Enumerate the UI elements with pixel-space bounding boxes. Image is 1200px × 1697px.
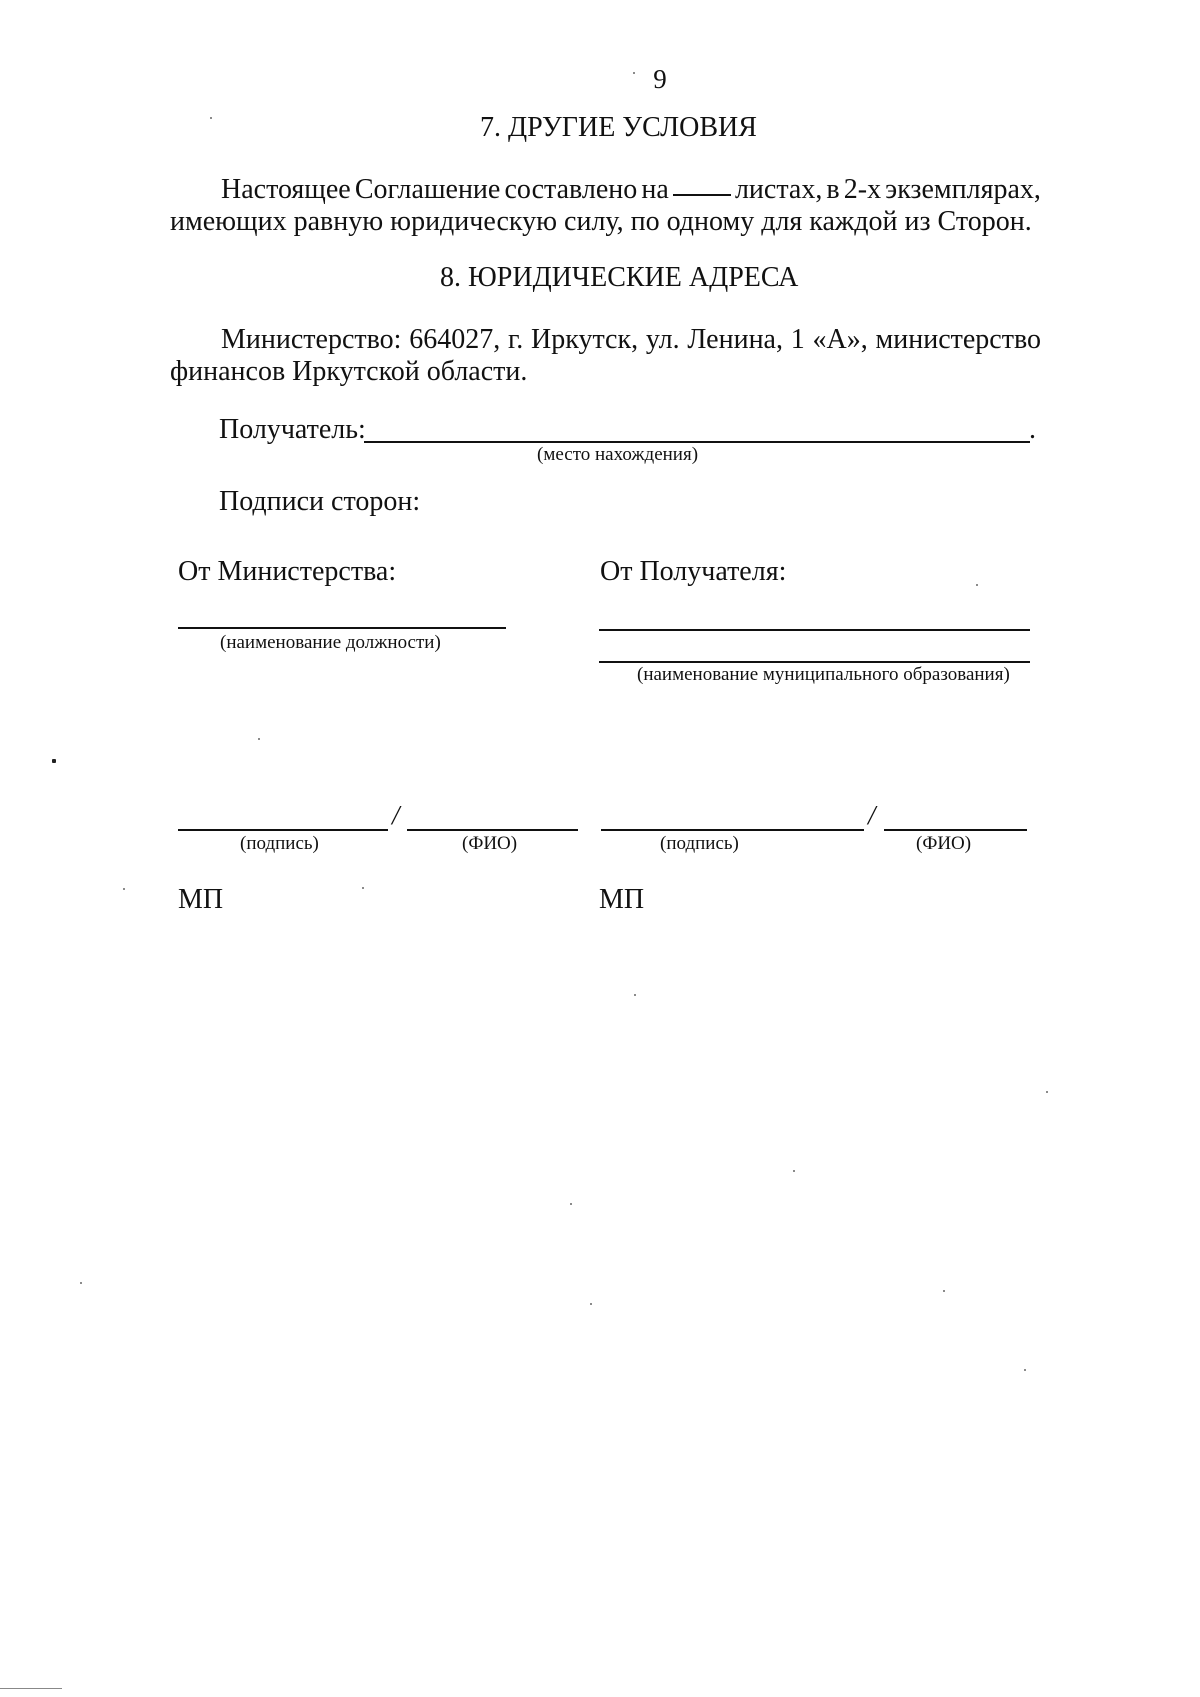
scan-speck bbox=[634, 994, 636, 996]
recipient-municipality-line-2 bbox=[599, 661, 1030, 663]
recipient-address-line bbox=[364, 441, 1030, 443]
ministry-address-line-2: финансов Иркутской области. bbox=[170, 356, 528, 387]
scan-speck bbox=[52, 759, 56, 763]
scan-edge-mark bbox=[0, 1688, 62, 1689]
page-number: 9 bbox=[653, 64, 667, 94]
word: Соглашение bbox=[354, 174, 501, 205]
ministry-signature-slash: / bbox=[392, 800, 400, 830]
ministry-signature-line bbox=[178, 829, 388, 831]
scan-speck bbox=[362, 887, 364, 889]
word: листах, bbox=[734, 174, 823, 205]
word: Ленина, bbox=[687, 324, 783, 355]
word: составлено bbox=[504, 174, 638, 205]
signatures-label: Подписи сторон: bbox=[219, 486, 421, 517]
recipient-fio-caption: (ФИО) bbox=[916, 833, 972, 854]
section-7-paragraph-line-1 bbox=[221, 172, 1041, 208]
section-7-paragraph-line-2: имеющих равную юридическую силу, по одному для каждой из Сторон. bbox=[170, 206, 1032, 237]
scan-speck bbox=[1046, 1091, 1048, 1093]
scan-speck bbox=[633, 72, 635, 74]
scan-speck bbox=[123, 888, 125, 890]
word: экземплярах, bbox=[885, 174, 1041, 205]
ministry-stamp-place: МП bbox=[178, 884, 224, 915]
section-7-heading: 7. ДРУГИЕ УСЛОВИЯ bbox=[480, 112, 757, 143]
from-recipient-label: От Получателя: bbox=[600, 556, 787, 587]
recipient-fio-line bbox=[884, 829, 1027, 831]
from-ministry-label: От Министерства: bbox=[178, 556, 397, 587]
word: Настоящее bbox=[221, 174, 351, 205]
word: г. bbox=[507, 324, 524, 355]
recipient-municipality-caption: (наименование муниципального образования) bbox=[637, 664, 1010, 685]
ministry-position-caption: (наименование должности) bbox=[220, 632, 441, 653]
word: 664027, bbox=[409, 324, 501, 355]
word: ул. bbox=[645, 324, 680, 355]
recipient-signature-slash: / bbox=[868, 800, 876, 830]
recipient-signature-caption: (подпись) bbox=[660, 833, 739, 854]
ministry-position-line bbox=[178, 627, 506, 629]
scan-speck bbox=[570, 1203, 572, 1205]
word: на bbox=[641, 174, 669, 205]
recipient-municipality-line-1 bbox=[599, 629, 1030, 631]
ministry-address-line-1 bbox=[221, 322, 1041, 358]
scan-speck bbox=[590, 1303, 592, 1305]
word: «А», bbox=[812, 324, 868, 355]
ministry-signature-caption: (подпись) bbox=[240, 833, 319, 854]
word: 1 bbox=[790, 324, 805, 355]
scan-speck bbox=[1024, 1369, 1026, 1371]
word: Иркутск, bbox=[531, 324, 639, 355]
word: в bbox=[826, 174, 840, 205]
recipient-line-end: . bbox=[1029, 414, 1036, 445]
recipient-stamp-place: МП bbox=[599, 884, 645, 915]
sheet-count-blank bbox=[673, 172, 731, 196]
recipient-label: Получатель: bbox=[219, 414, 366, 445]
word: министерство bbox=[875, 324, 1041, 355]
scan-speck bbox=[258, 738, 260, 740]
scan-speck bbox=[80, 1282, 82, 1284]
recipient-signature-line bbox=[601, 829, 864, 831]
word: 2-х bbox=[843, 174, 882, 205]
ministry-fio-line bbox=[407, 829, 578, 831]
ministry-fio-caption: (ФИО) bbox=[462, 833, 518, 854]
section-8-heading: 8. ЮРИДИЧЕСКИЕ АДРЕСА bbox=[440, 262, 799, 293]
scan-speck bbox=[210, 117, 212, 119]
scan-speck bbox=[943, 1290, 945, 1292]
word: Министерство: bbox=[221, 324, 402, 355]
scan-speck bbox=[793, 1170, 795, 1172]
scan-speck bbox=[976, 584, 978, 586]
recipient-address-caption: (место нахождения) bbox=[537, 444, 699, 465]
